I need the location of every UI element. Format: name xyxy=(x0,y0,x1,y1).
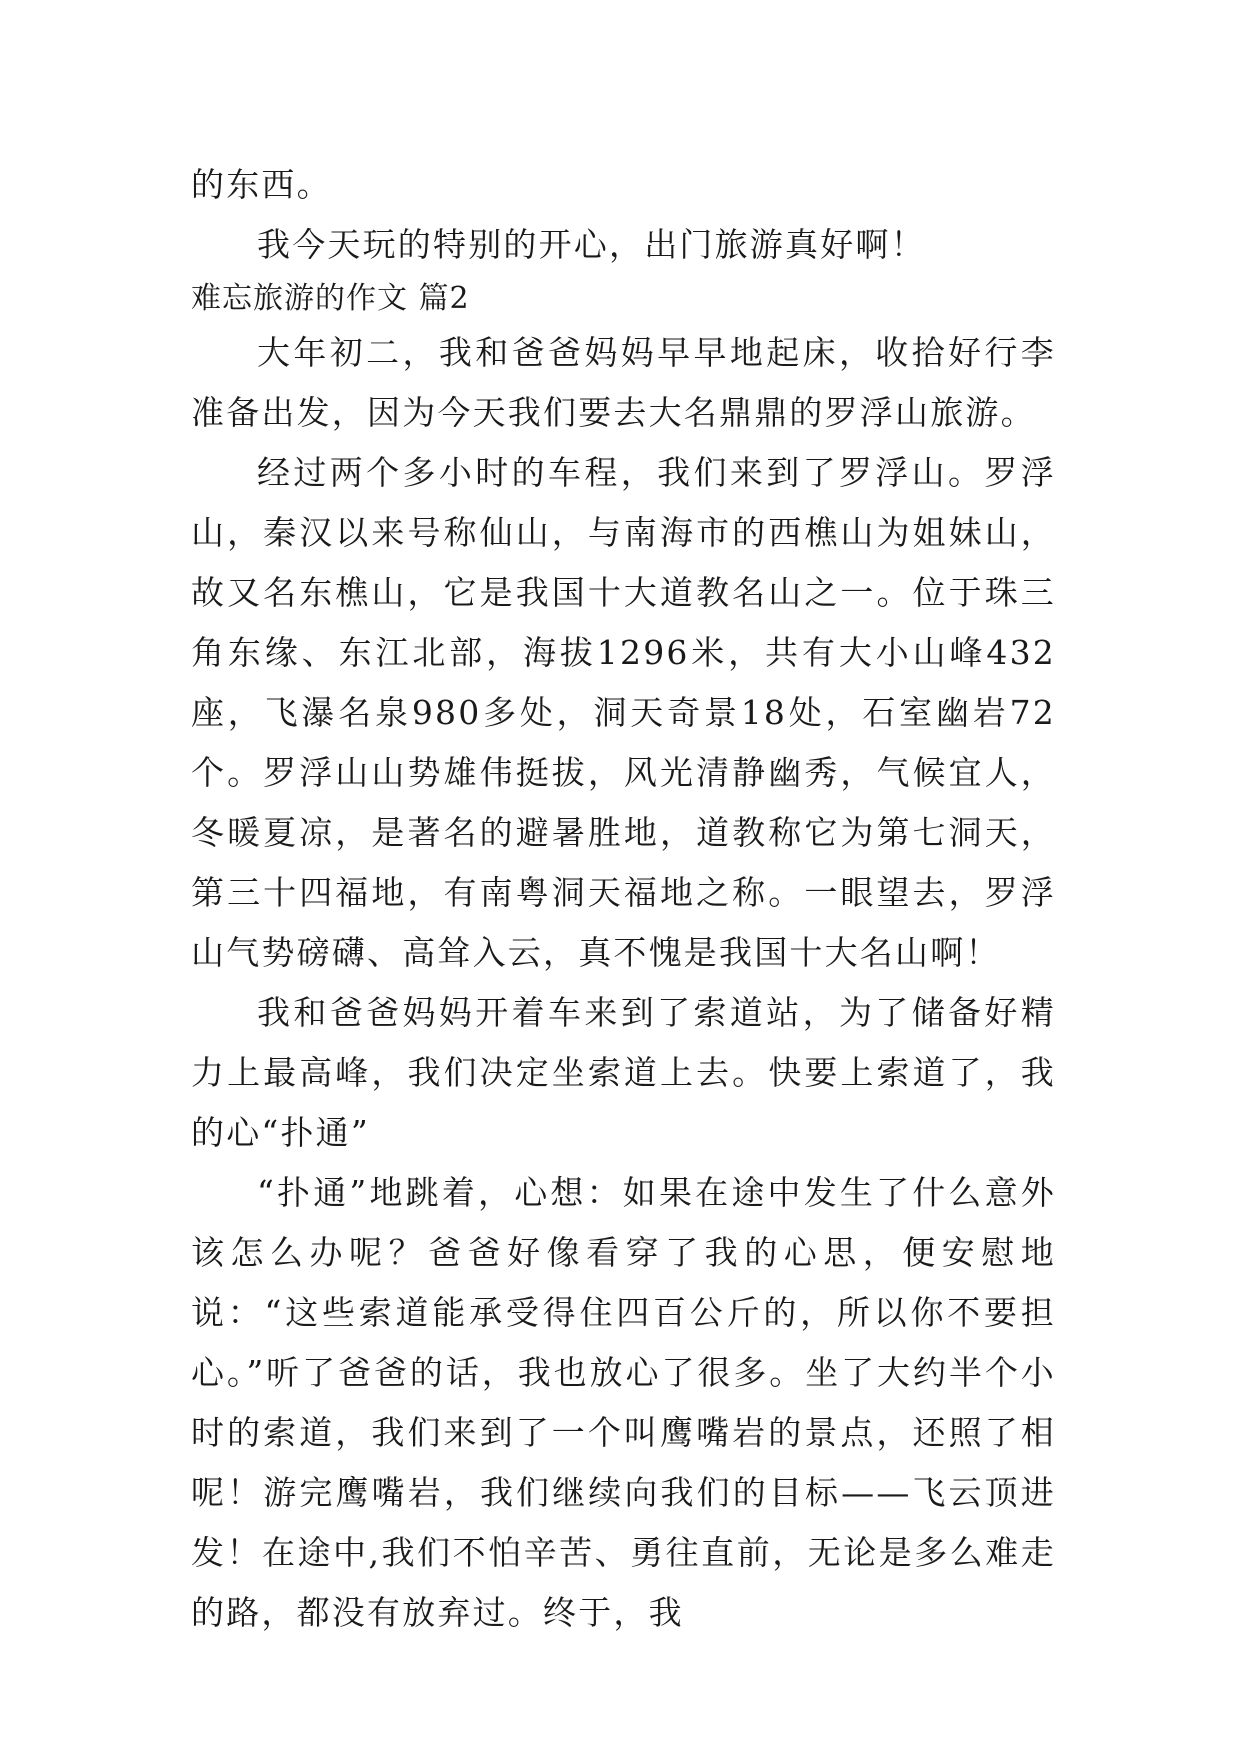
document-body xyxy=(191,155,1056,1643)
paragraph: “扑通”地跳着，心想：如果在途中发生了什么意外该怎么办呢？爸爸好像看穿了我的心思，便安慰地说：“这些索道能承受得住四百公斤的，所以你不要担心。”听了爸爸的话，我也放心了很多。坐了大约半个小时的索道，我们来到了一个叫鹰嘴岩的景点，还照了相呢！游完鹰嘴岩，我们继续向我们的目标——飞云顶进发！在途中,我们不怕辛苦、勇往直前，无论是多么难走的路，都没有放弃过。终于，我 xyxy=(191,1173,1056,1632)
section-heading: 难忘旅游的作文 篇2 xyxy=(191,281,470,316)
paragraph-fragment: 的东西。 xyxy=(191,165,332,204)
paragraph: 经过两个多小时的车程，我们来到了罗浮山。罗浮山，秦汉以来号称仙山，与南海市的西樵山为姐妹山，故又名东樵山，它是我国十大道教名山之一。位于珠三角东缘、东江北部，海拔1296米，共有大小山峰432座，飞瀑名泉980多处，洞天奇景18处，石室幽岩72个。罗浮山山势雄伟挺拔，风光清静幽秀，气候宜人，冬暖夏凉，是著名的避暑胜地，道教称它为第七洞天，第三十四福地，有南粤洞天福地之称。一眼望去，罗浮山气势磅礴、高耸入云，真不愧是我国十大名山啊！ xyxy=(191,453,1056,972)
paragraph-closing: 我今天玩的特别的开心，出门旅游真好啊！ xyxy=(257,225,926,264)
paragraph: 大年初二，我和爸爸妈妈早早地起床，收拾好行李准备出发，因为今天我们要去大名鼎鼎的罗浮山旅游。 xyxy=(191,333,1056,432)
paragraph: 我和爸爸妈妈开着车来到了索道站，为了储备好精力上最高峰，我们决定坐索道上去。快要上索道了，我的心“扑通” xyxy=(191,993,1056,1152)
